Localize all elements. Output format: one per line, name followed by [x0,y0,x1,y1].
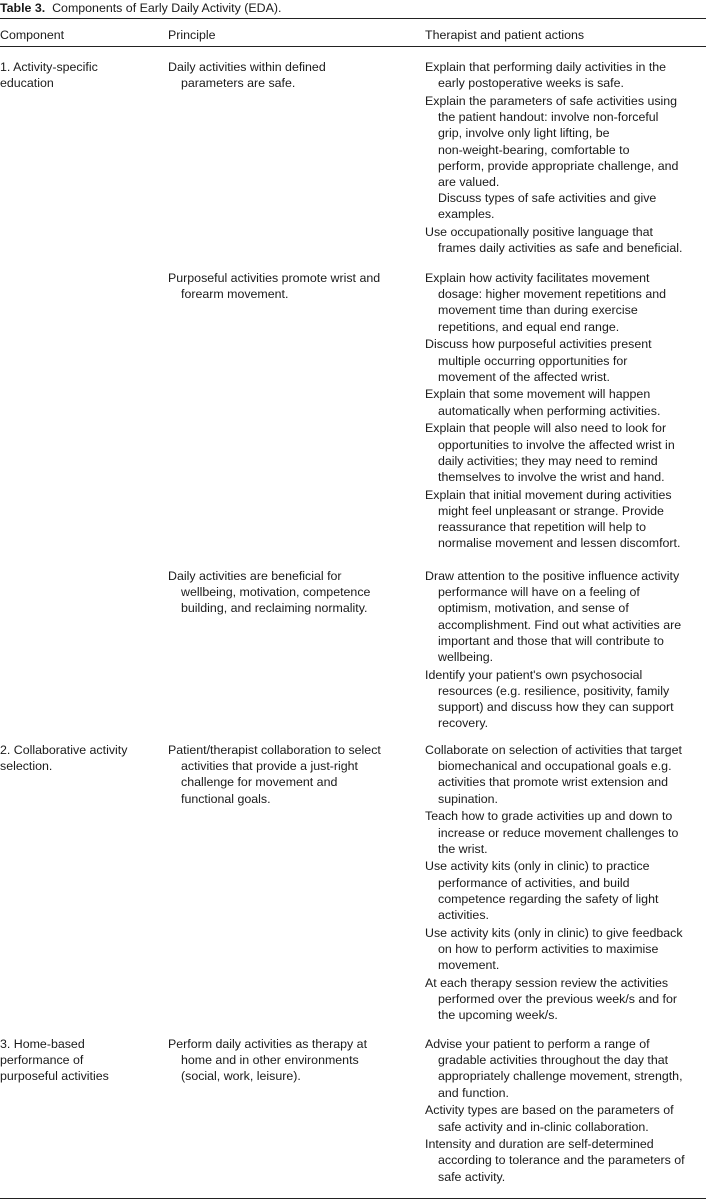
component-cell [0,742,160,774]
action-text: opportunities to involve the affected wrist in [438,437,675,452]
table-top-rule [0,18,706,19]
component-text: education [0,76,54,91]
action-text: movement time than during exercise [438,303,638,318]
actions-cell [425,270,706,553]
principle-cell [168,270,416,302]
principle-cell [168,742,416,807]
action-text: themselves to involve the wrist and hand. [438,469,665,484]
action-text: dosage: higher movement repetitions and [438,287,666,302]
action-text: activities. [438,908,489,923]
action-text: the patient handout: involve non-forceful [438,110,659,125]
action-text: Discuss types of safe activities and give [438,191,657,206]
action-text: Draw attention to the positive influence activity [425,569,680,583]
principle-text: Daily activities are beneficial for [168,569,342,583]
action-text: Explain that performing daily activities in the [425,60,667,74]
action-text: performance of activities, and build [438,875,630,890]
action-item [425,93,706,223]
action-text: optimism, motivation, and sense of [438,601,629,616]
action-text: Collaborate on selection of activities that target [425,743,682,757]
principle-cell [168,568,416,617]
header-component: Component [0,28,65,42]
action-text: are valued. [438,174,500,189]
action-item [425,568,706,665]
component-cell [0,1036,160,1085]
component-cell [0,59,160,91]
action-text: early postoperative weeks is safe. [438,76,624,91]
principle-text: activities that provide a just-right [181,759,358,774]
table-bottom-rule [0,1198,706,1199]
action-text: Discuss how purposeful activities present [425,337,652,352]
table-header-row [0,27,706,45]
action-text: At each therapy session review the activities [425,975,669,990]
action-text: normalise movement and lessen discomfort. [438,536,681,551]
table-header-rule [0,46,706,47]
action-text: movement of the affected wrist. [438,369,610,384]
action-text: gradable activities throughout the day that [438,1053,669,1068]
action-item [425,667,706,732]
action-text: Identify your patient's own psychosocial [425,667,643,682]
action-text: appropriately challenge movement, strength, [438,1069,683,1084]
action-text: Explain that some movement will happen [425,387,651,402]
action-item [425,59,706,91]
component-text: purposeful activities [0,1069,109,1084]
action-item [425,487,706,552]
action-text: automatically when performing activities. [438,403,661,418]
action-text: the upcoming week/s. [438,1008,558,1023]
principle-text: parameters are safe. [181,76,296,91]
action-item [425,808,706,857]
principle-text: Purposeful activities promote wrist and [168,271,381,285]
action-text: daily activities; they may need to remind [438,453,658,468]
action-text: recovery. [438,716,489,731]
header-principle: Principle [168,28,216,42]
principle-text: functional goals. [181,791,271,806]
action-text: supination. [438,791,498,806]
action-text: perform, provide appropriate challenge, and [438,158,679,173]
principle-text: building, and reclaiming normality. [181,601,368,616]
principle-text: home and in other environments [181,1053,359,1068]
action-text: reassurance that repetition will help to [438,520,647,535]
action-text: safe activity. [438,1169,506,1184]
action-text: biomechanical and occupational goals e.g. [438,759,672,774]
actions-cell [425,1036,706,1186]
actions-cell [425,59,706,258]
action-text: and function. [438,1085,509,1100]
action-text: wellbeing. [438,650,494,665]
header-actions: Therapist and patient actions [425,28,585,42]
principle-text: wellbeing, motivation, competence [181,585,371,600]
action-text: Explain the parameters of safe activities using [425,93,678,108]
action-text: competence regarding the safety of light [438,891,659,906]
action-text: Teach how to grade activities up and down to [425,809,673,824]
principle-text: challenge for movement and [181,775,338,790]
action-text: safe activity and in-clinic collaboration. [438,1119,649,1134]
action-text: Use occupationally positive language that [425,225,653,240]
action-text: grip, involve only light lifting, be [438,126,610,141]
principle-text: (social, work, leisure). [181,1069,301,1084]
component-text: 2. Collaborative activity [0,743,128,757]
action-text: Use activity kits (only in clinic) to give feedback [425,925,683,940]
action-item [425,1102,706,1134]
action-text: according to tolerance and the parameters of [438,1153,685,1168]
action-text: performed over the previous week/s and for [438,992,677,1007]
action-text: the wrist. [438,841,488,856]
action-text: Explain that initial movement during activities [425,487,672,502]
actions-cell [425,568,706,733]
action-text: multiple occurring opportunities for [438,353,628,368]
action-text: movement. [438,958,500,973]
action-text: non-weight-bearing, comfortable to [438,142,630,157]
action-item [425,1036,706,1101]
principle-cell [168,59,416,91]
principle-text: Patient/therapist collaboration to select [168,743,381,757]
principle-text: Perform daily activities as therapy at [168,1037,368,1051]
principle-cell [168,1036,416,1085]
component-text: performance of [0,1053,84,1068]
action-text: support) and discuss how they can support [438,700,674,715]
action-item [425,975,706,1024]
action-item [425,420,706,485]
table-label: Table 3. [0,1,46,15]
component-text: 1. Activity-specific [0,60,98,74]
action-text: Use activity kits (only in clinic) to practice [425,859,650,874]
action-text: examples. [438,207,495,222]
action-item [425,858,706,923]
principle-text: forearm movement. [181,287,289,302]
action-text: on how to perform activities to maximise [438,941,659,956]
action-item [425,336,706,385]
action-item [425,386,706,418]
table-caption [0,0,706,18]
action-text: frames daily activities as safe and beneficial. [438,241,683,256]
action-text: Explain that people will also need to look for [425,421,667,436]
component-text: selection. [0,759,53,774]
principle-text: Daily activities within defined [168,60,326,74]
action-item [425,224,706,256]
action-text: important and those that will contribute to [438,633,664,648]
action-text: resources (e.g. resilience, positivity, family [438,683,670,698]
action-text: Explain how activity facilitates movement [425,271,650,285]
component-text: 3. Home-based [0,1037,85,1051]
action-text: activities that promote wrist extension and [438,775,669,790]
action-text: accomplishment. Find out what activities are [438,617,682,632]
action-item [425,925,706,974]
table-title: Components of Early Daily Activity (EDA). [52,1,282,15]
action-text: Intensity and duration are self-determined [425,1137,654,1152]
action-text: repetitions, and equal end range. [438,319,620,334]
action-text: performance will have on a feeling of [438,585,640,600]
action-text: might feel unpleasant or strange. Provide [438,503,664,518]
action-item [425,1136,706,1185]
action-item [425,270,706,335]
action-text: Activity types are based on the parameters of [425,1103,674,1118]
action-text: increase or reduce movement challenges to [438,825,679,840]
action-item [425,742,706,807]
action-text: Advise your patient to perform a range of [425,1037,650,1051]
actions-cell [425,742,706,1025]
